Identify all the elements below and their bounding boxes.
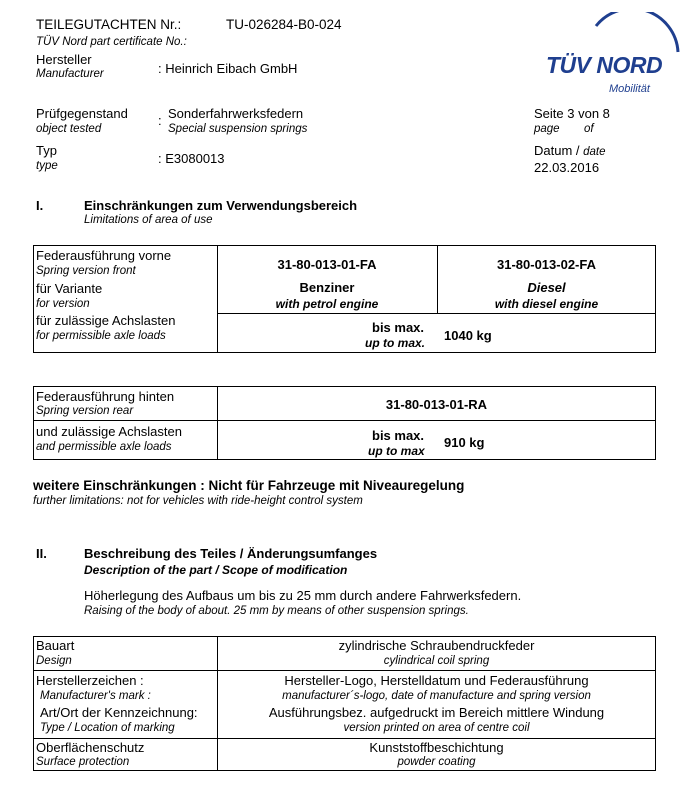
- front-col2-variant: Diesel: [527, 280, 566, 295]
- design-en: Design: [36, 655, 72, 667]
- design-value-en: cylindrical coil spring: [383, 655, 490, 667]
- type-label-en: type: [36, 160, 58, 172]
- date-label: Datum / date: [534, 143, 606, 158]
- front-max-label: bis max.: [372, 320, 425, 335]
- location-value: Ausführungsbez. aufgedruckt im Bereich mittlere Windung: [268, 705, 605, 720]
- front-row1-de: Federausführung vorne: [36, 248, 172, 263]
- section2-desc-en: Raising of the body of about. 25 mm by means of other suspension springs.: [84, 605, 469, 617]
- type-label: Typ: [36, 143, 57, 158]
- front-row3-de: für zulässige Achslasten: [36, 313, 176, 328]
- object-colon: :: [158, 113, 162, 128]
- date-value: 22.03.2016: [534, 160, 600, 175]
- front-col1-variant: Benziner: [299, 280, 355, 295]
- object-value: Sonderfahrwerksfedern: [168, 106, 304, 121]
- mark-value-en: manufacturer´s-logo, date of manufacture and spring version: [282, 690, 591, 702]
- front-row2-de: für Variante: [36, 281, 103, 296]
- mark-de: Herstellerzeichen :: [36, 673, 144, 688]
- further-limitations-en: further limitations: not for vehicles with ride-height control system: [33, 495, 363, 507]
- manufacturer-label: Hersteller: [36, 52, 92, 67]
- section2-number: II.: [36, 546, 47, 561]
- front-col1-code: 31-80-013-01-FA: [277, 257, 377, 272]
- page-label-en-page: page: [534, 123, 560, 135]
- mark-en: Manufacturer's mark :: [40, 690, 151, 702]
- page-label: Seite 3 von 8: [534, 106, 610, 121]
- surface-de: Oberflächenschutz: [36, 740, 145, 755]
- design-value: zylindrische Schraubendruckfeder: [338, 638, 535, 653]
- rear-max-value: 910 kg: [444, 435, 485, 450]
- cert-label: TEILEGUTACHTEN Nr.:: [36, 17, 182, 32]
- section2-desc: Höherlegung des Aufbaus um bis zu 25 mm durch andere Fahrwerksfedern.: [84, 588, 522, 603]
- design-de: Bauart: [36, 638, 75, 653]
- section2-title: Beschreibung des Teiles / Änderungsumfanges: [84, 546, 378, 561]
- object-label: Prüfgegenstand: [36, 106, 128, 121]
- type-value: : E3080013: [158, 151, 225, 166]
- section1-title: Einschränkungen zum Verwendungsbereich: [84, 198, 358, 213]
- page-label-en-of: of: [584, 123, 594, 135]
- mark-value: Hersteller-Logo, Herstelldatum und Federausführung: [284, 673, 589, 688]
- surface-en: Surface protection: [36, 756, 130, 768]
- rear-max-label-en: up to max: [368, 444, 425, 458]
- tuv-nord-logo: TÜV NORD: [546, 52, 663, 78]
- rear-code: 31-80-013-01-RA: [385, 397, 488, 412]
- rear-max-label: bis max.: [372, 428, 425, 443]
- rear-row1-en: Spring version rear: [36, 405, 134, 417]
- section1-title-en: Limitations of area of use: [84, 214, 213, 226]
- front-col1-variant-en: with petrol engine: [275, 297, 379, 311]
- cert-number: TU-026284-B0-024: [226, 17, 342, 32]
- object-value-en: Special suspension springs: [168, 123, 308, 135]
- front-max-value: 1040 kg: [444, 328, 492, 343]
- front-row2-en: for version: [36, 298, 90, 310]
- front-max-label-en: up to max.: [365, 336, 426, 350]
- section2-title-en: Description of the part / Scope of modification: [84, 563, 348, 577]
- front-row3-en: for permissible axle loads: [36, 330, 166, 342]
- front-row1-en: Spring version front: [36, 265, 136, 277]
- cert-label-en: TÜV Nord part certificate No.:: [36, 36, 187, 48]
- rear-row2-de: und zulässige Achslasten: [36, 424, 182, 439]
- manufacturer-label-en: Manufacturer: [36, 68, 104, 80]
- section1-number: I.: [36, 198, 44, 213]
- object-label-en: object tested: [36, 123, 102, 135]
- surface-value: Kunststoffbeschichtung: [369, 740, 504, 755]
- manufacturer-value: : Heinrich Eibach GmbH: [158, 61, 298, 76]
- location-value-en: version printed on area of centre coil: [343, 722, 530, 734]
- location-de: Art/Ort der Kennzeichnung:: [40, 705, 198, 720]
- rear-row2-en: and permissible axle loads: [36, 441, 172, 453]
- rear-row1-de: Federausführung hinten: [36, 389, 175, 404]
- logo-subtitle: Mobilität: [609, 83, 650, 95]
- location-en: Type / Location of marking: [40, 722, 175, 734]
- surface-value-en: powder coating: [397, 756, 476, 768]
- further-limitations: weitere Einschränkungen : Nicht für Fahrzeuge mit Niveauregelung: [33, 478, 465, 493]
- front-col2-variant-en: with diesel engine: [494, 297, 599, 311]
- front-col2-code: 31-80-013-02-FA: [497, 257, 596, 272]
